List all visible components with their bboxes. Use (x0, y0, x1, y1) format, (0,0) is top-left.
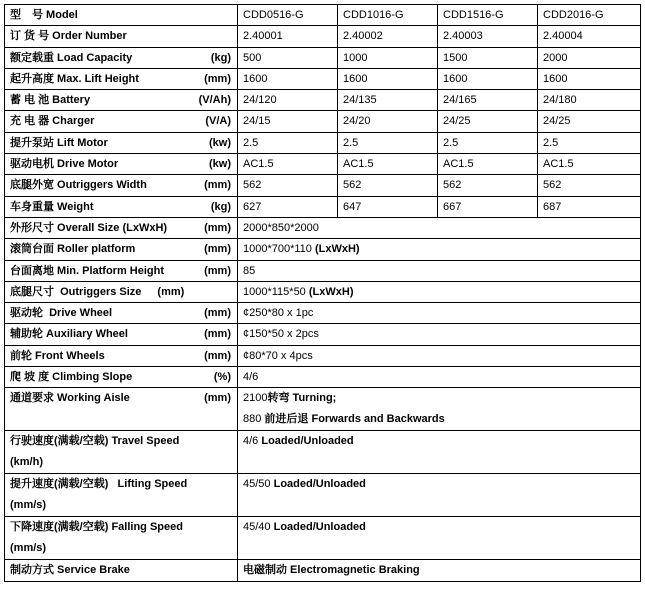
table-row (5, 388, 640, 431)
row-label-cell (5, 90, 237, 110)
row-unit: (mm) (204, 392, 231, 405)
value-cell (537, 48, 640, 68)
row-unit: (kg) (210, 200, 231, 213)
row-label-cell (5, 261, 237, 281)
row-unit: (mm) (204, 179, 231, 192)
spec-value: 2000 (543, 51, 568, 64)
table-row (5, 90, 640, 111)
value-line (243, 431, 354, 452)
spec-value-segment: 2100 (243, 392, 268, 405)
row-label-cell (5, 517, 237, 559)
table-row (5, 239, 640, 260)
table-row (5, 261, 640, 282)
table-row (5, 346, 640, 367)
value-cell (237, 303, 640, 323)
value-cell (237, 218, 640, 238)
spec-value: 24/180 (543, 94, 577, 107)
value-cell (237, 388, 640, 430)
table-row (5, 282, 640, 303)
value-lines (243, 517, 366, 538)
row-unit: (V/Ah) (198, 94, 231, 107)
row-unit: (mm) (204, 349, 231, 362)
row-label-cell (5, 218, 237, 238)
spec-value-segment: (LxWxH) (308, 285, 354, 298)
spec-value-segment: Loaded/Unloaded (273, 478, 366, 491)
spec-value: AC1.5 (443, 158, 474, 171)
row-unit: (km/h) (10, 456, 43, 469)
spec-value-segment: 转弯 Turning; (267, 392, 337, 405)
row-unit: (V/A) (205, 115, 231, 128)
value-cell (437, 48, 537, 68)
spec-value: 24/25 (443, 115, 471, 128)
spec-value: CDD2016-G (543, 9, 604, 21)
table-row (5, 303, 640, 324)
row-unit: (mm) (204, 221, 231, 234)
spec-value-segment: 2000*850*2000 (243, 221, 319, 234)
value-cell (237, 90, 337, 110)
value-line (243, 239, 360, 259)
spec-value: 24/25 (543, 115, 571, 128)
spec-value-segment: 45/50 (243, 478, 274, 491)
spec-value: AC1.5 (543, 158, 574, 171)
table-row (5, 5, 640, 26)
table-row (5, 367, 640, 388)
row-label-cell (5, 367, 237, 387)
spec-value-segment: 1000*115*50 (243, 285, 309, 298)
spec-value-segment: 1000*700*110 (243, 243, 315, 256)
value-cell (337, 197, 437, 217)
row-label-cell (5, 282, 237, 302)
value-cell (537, 111, 640, 131)
value-cell (437, 133, 537, 153)
value-lines (243, 282, 353, 302)
value-lines (243, 474, 366, 495)
row-label-cell (5, 474, 237, 516)
table-row (5, 197, 640, 218)
value-lines (243, 346, 313, 366)
table-row (5, 218, 640, 239)
row-label-cell (5, 346, 237, 366)
spec-value-segment: Loaded/Unloaded (273, 521, 366, 534)
value-line (243, 560, 420, 580)
spec-value: 1600 (543, 72, 568, 85)
row-unit: (mm) (204, 264, 231, 277)
value-cell (237, 261, 640, 281)
spec-value: 647 (343, 200, 362, 213)
value-cell (537, 69, 640, 89)
row-unit: (kg) (210, 51, 231, 64)
value-cell (537, 197, 640, 217)
value-lines (243, 303, 313, 323)
row-unit: (kw) (209, 136, 231, 149)
row-unit: (mm) (204, 307, 231, 320)
value-cell (237, 69, 337, 89)
spec-value: 1500 (443, 51, 468, 64)
table-row (5, 48, 640, 69)
row-label-cell (5, 431, 237, 473)
spec-value: 562 (543, 179, 562, 192)
value-lines (243, 367, 258, 387)
row-label-cell (5, 197, 237, 217)
value-cell (237, 154, 337, 174)
spec-value-segment: 880 (243, 413, 265, 426)
spec-value-segment: ¢80*70 x 4pcs (243, 349, 313, 362)
value-cell (237, 560, 640, 580)
value-lines (243, 560, 420, 580)
row-label: 订 货 号 Order Number (10, 30, 127, 43)
spec-value: 2.5 (443, 136, 459, 149)
value-cell (237, 175, 337, 195)
value-cell (337, 111, 437, 131)
row-unit: (mm) (204, 243, 231, 256)
spec-value-segment: ¢250*80 x 1pc (243, 307, 314, 320)
spec-value: AC1.5 (243, 158, 274, 171)
spec-value: 24/15 (243, 115, 271, 128)
value-cell (537, 90, 640, 110)
value-cell (537, 26, 640, 46)
spec-value: 2.5 (543, 136, 559, 149)
value-cell (237, 26, 337, 46)
spec-value: 24/135 (343, 94, 377, 107)
value-cell (437, 154, 537, 174)
spec-value: 500 (243, 51, 262, 64)
value-cell (437, 69, 537, 89)
value-cell (437, 26, 537, 46)
row-label: 蓄 电 池 Battery (10, 94, 91, 107)
spec-value: 2.40004 (543, 30, 583, 43)
value-cell (237, 197, 337, 217)
value-lines (243, 324, 319, 344)
spec-value: 562 (443, 179, 462, 192)
spec-value: 562 (243, 179, 262, 192)
value-cell (237, 48, 337, 68)
row-label-cell (5, 388, 237, 430)
spec-value: 2.40003 (443, 30, 483, 43)
value-cell (537, 154, 640, 174)
table-row (5, 175, 640, 196)
row-label: 底腿尺寸 Outriggers Size (10, 285, 142, 298)
table-row (5, 560, 640, 580)
value-cell (437, 5, 537, 25)
row-unit: (kw) (209, 158, 231, 171)
row-label-cell (5, 133, 237, 153)
spec-value: 24/20 (343, 115, 371, 128)
value-line (243, 517, 366, 538)
row-label: 驱动电机 Drive Motor (10, 158, 119, 171)
value-cell (437, 197, 537, 217)
spec-value: 1600 (443, 72, 468, 85)
value-line (243, 388, 445, 409)
value-cell (237, 5, 337, 25)
spec-table (4, 4, 641, 582)
row-label-cell (5, 26, 237, 46)
row-label: 提升泵站 Lift Motor (10, 136, 108, 149)
value-cell (337, 175, 437, 195)
spec-value: 2.5 (243, 136, 259, 149)
value-cell (237, 133, 337, 153)
row-label: 爬 坡 度 Climbing Slope (10, 371, 133, 384)
value-cell (237, 282, 640, 302)
value-cell (337, 133, 437, 153)
spec-value-segment: 45/40 (243, 521, 274, 534)
spec-value: 24/120 (243, 94, 277, 107)
spec-value: 2.40001 (243, 30, 283, 43)
value-cell (337, 90, 437, 110)
table-row (5, 517, 640, 560)
value-cell (537, 5, 640, 25)
value-cell (237, 346, 640, 366)
value-line (243, 367, 258, 387)
value-lines (243, 431, 354, 452)
value-cell (237, 324, 640, 344)
spec-value-segment: 前进后退 Forwards and Backwards (264, 413, 445, 426)
table-row (5, 324, 640, 345)
row-label-cell (5, 48, 237, 68)
row-label: 提升速度(满载/空载) Lifting Speed (10, 478, 188, 491)
row-unit: (mm) (204, 72, 231, 85)
value-cell (237, 239, 640, 259)
value-cell (337, 154, 437, 174)
spec-value-segment: 4/6 (243, 435, 262, 448)
value-line (243, 303, 313, 323)
value-cell (437, 90, 537, 110)
spec-value: 687 (543, 200, 562, 213)
row-label-cell (5, 324, 237, 344)
spec-value: 1000 (343, 51, 368, 64)
spec-value: AC1.5 (343, 158, 374, 171)
value-line (243, 324, 319, 344)
spec-value-segment: 电磁制动 Electromagnetic Braking (243, 564, 420, 577)
value-cell (337, 69, 437, 89)
row-label-cell (5, 5, 237, 25)
table-row (5, 474, 640, 517)
spec-value-segment: 85 (243, 264, 256, 277)
value-line (243, 282, 353, 302)
row-label: 通道要求 Working Aisle (10, 392, 130, 405)
table-row (5, 431, 640, 474)
table-row (5, 133, 640, 154)
value-line (243, 409, 445, 430)
row-label: 车身重量 Weight (10, 200, 94, 213)
value-line (243, 261, 255, 281)
table-row (5, 154, 640, 175)
row-label: 额定载重 Load Capacity (10, 51, 133, 64)
spec-value: CDD1016-G (343, 9, 404, 21)
row-unit: (mm/s) (10, 542, 47, 555)
row-label: 台面离地 Min. Platform Height (10, 264, 164, 277)
table-row (5, 111, 640, 132)
value-cell (237, 111, 337, 131)
value-cell (337, 26, 437, 46)
row-label: 充 电 器 Charger (10, 115, 95, 128)
row-unit: (%) (213, 371, 231, 384)
spec-value: CDD1516-G (443, 9, 504, 21)
spec-value: CDD0516-G (243, 9, 304, 21)
spec-table-rows (5, 5, 640, 581)
row-label: 滚筒台面 Roller platform (10, 243, 136, 256)
spec-value-segment: 4/6 (243, 371, 259, 384)
row-unit: (mm) (157, 285, 185, 298)
spec-value-segment: Loaded/Unloaded (261, 435, 354, 448)
row-label-cell (5, 303, 237, 323)
row-label-cell (5, 69, 237, 89)
value-cell (437, 175, 537, 195)
value-lines (243, 239, 360, 259)
spec-value-segment: (LxWxH) (314, 243, 360, 256)
value-cell (537, 133, 640, 153)
value-cell (337, 48, 437, 68)
value-line (243, 218, 319, 238)
spec-value: 2.5 (343, 136, 359, 149)
row-label-cell (5, 560, 237, 580)
spec-value: 2.40002 (343, 30, 383, 43)
row-label: 下降速度(满载/空载) Falling Speed (10, 521, 183, 534)
row-label: 行驶速度(满载/空载) Travel Speed (10, 435, 180, 448)
row-unit: (mm) (204, 328, 231, 341)
value-cell (237, 367, 640, 387)
spec-value: 627 (243, 200, 262, 213)
row-label: 起升高度 Max. Lift Height (10, 72, 139, 85)
row-label: 制动方式 Service Brake (10, 564, 130, 577)
value-cell (537, 175, 640, 195)
spec-value: 1600 (343, 72, 368, 85)
spec-value-segment: ¢150*50 x 2pcs (243, 328, 319, 341)
row-label-cell (5, 154, 237, 174)
spec-value: 1600 (243, 72, 268, 85)
value-cell (237, 517, 640, 559)
spec-value: 24/165 (443, 94, 477, 107)
table-row (5, 26, 640, 47)
value-lines (243, 218, 319, 238)
spec-value: 667 (443, 200, 462, 213)
row-label: 型 号 Model (10, 9, 78, 21)
row-label-cell (5, 239, 237, 259)
row-label: 底腿外宽 Outriggers Width (10, 179, 147, 192)
row-label: 外形尺寸 Overall Size (LxWxH) (10, 221, 168, 234)
value-line (243, 346, 313, 366)
row-unit: (mm/s) (10, 499, 47, 512)
row-label-cell (5, 175, 237, 195)
row-label: 辅助轮 Auxiliary Wheel (10, 328, 128, 341)
value-cell (237, 431, 640, 473)
row-label: 前轮 Front Wheels (10, 349, 105, 362)
row-label: 驱动轮 Drive Wheel (10, 307, 113, 320)
value-cell (437, 111, 537, 131)
row-label-cell (5, 111, 237, 131)
table-row (5, 69, 640, 90)
value-lines (243, 388, 445, 430)
value-lines (243, 261, 255, 281)
spec-value: 562 (343, 179, 362, 192)
value-cell (337, 5, 437, 25)
value-line (243, 474, 366, 495)
value-cell (237, 474, 640, 516)
